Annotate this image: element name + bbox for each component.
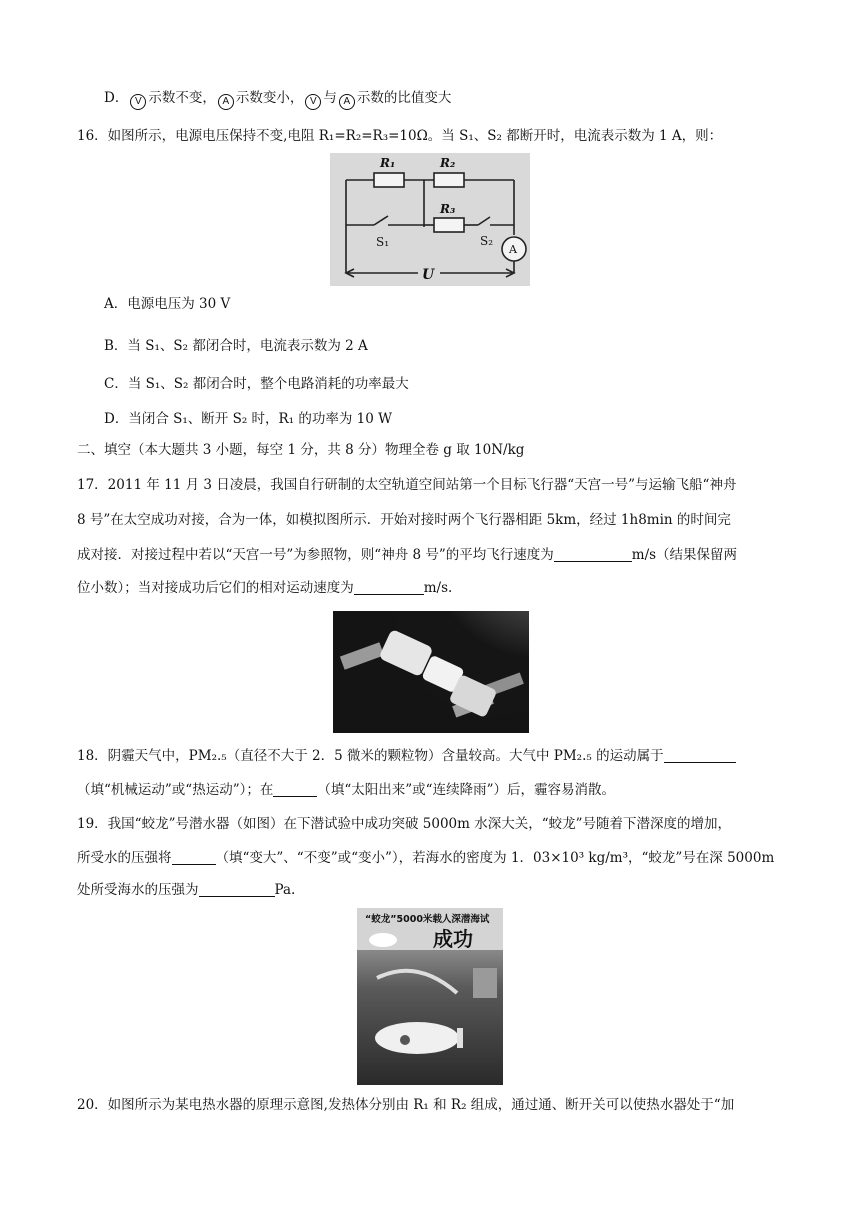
q18-line-2 [77,780,615,800]
voltmeter-icon: V [305,94,321,110]
option-text: 示数的比值变大 [356,90,452,106]
q19-line-2 [77,848,774,868]
q18-text: （填“机械运动”或“热运动”）；在 [77,782,274,798]
option-prefix: D． [104,90,129,106]
q19-text: Pa. [274,882,296,898]
section-heading: 二、填空（本大题共 3 小题，每空 1 分，共 8 分）物理全卷 g 取 10N/kg [77,442,525,458]
q18-text: 18．阴霾天气中，PM₂.₅（直径不大于 2．5 微米的颗粒物）含量较高。大气中 PM₂.₅ 的运动属于 [77,748,664,764]
q19-text: （填“变大”、“不变”或“变小”），若海水的密度为 1．03×10³ kg/m³，“蛟龙”号在深 5000m [215,850,775,866]
q19-text: 所受水的压强将 [77,850,172,866]
ammeter-icon: A [339,94,355,110]
q20-line-1: 20．如图所示为某电热水器的原理示意图,发热体分别由 R₁ 和 R₂ 组成，通过通、断开关可以使热水器处于“加 [77,1097,735,1113]
circuit-diagram [330,153,530,286]
q17-line-2: 8 号”在太空成功对接，合为一体，如模拟图所示．开始对接时两个飞行器相距 5km，经过 1h8min 的时间完 [77,512,731,528]
label-u: U [422,267,435,283]
q18-text: （填“太阳出来”或“连续降雨”）后，霾容易消散。 [317,782,615,798]
q17-text: 成对接．对接过程中若以“天宫一号”为参照物，则“神舟 8 号”的平均飞行速度为 [77,547,554,563]
q17-line-3 [77,545,737,565]
label-r3: R₃ [440,202,456,216]
jiaolong-poster [357,908,503,1085]
q19-text: 处所受海水的压强为 [77,882,199,898]
q16-option-a: A．电源电压为 30 V [104,296,231,312]
answer-blank[interactable] [199,882,275,897]
q17-text: m/s. [423,580,453,596]
q17-line-1: 17．2011 年 11 月 3 日凌晨，我国自行研制的太空轨道空间站第一个目标飞行器“天宫一号”与运输飞船“神舟 [77,477,737,493]
q15-option-d [104,88,451,110]
poster-title: “蛟龙”5000米载人深潜海试 [365,914,490,925]
q16-option-b: B．当 S₁、S₂ 都闭合时，电流表示数为 2 A [104,338,368,354]
ammeter-icon: A [218,94,234,110]
answer-blank[interactable] [273,782,317,797]
docking-image [333,611,529,733]
option-text: 与 [323,90,337,106]
q17-text: 位小数）；当对接成功后它们的相对运动速度为 [77,580,354,596]
label-r1: R₁ [380,156,396,170]
q19-line-1: 19．我国“蛟龙”号潜水器（如图）在下潜试验中成功突破 5000m 水深大关，“蛟龙”号随着下潜深度的增加， [77,816,732,832]
poster-headline: 成功 [433,927,473,951]
q16-option-c: C．当 S₁、S₂ 都闭合时，整个电路消耗的功率最大 [104,376,409,392]
option-text: 示数不变， [148,90,216,106]
answer-blank[interactable] [664,748,736,763]
label-r2: R₂ [440,156,456,170]
ammeter-label: A [509,243,517,256]
q17-text: m/s（结果保留两 [631,547,738,563]
answer-blank[interactable] [554,547,632,562]
label-s2: S₂ [480,234,494,248]
q16-stem: 16．如图所示，电源电压保持不变,电阻 R₁=R₂=R₃=10Ω。当 S₁、S₂ 都断开时，电流表示数为 1 A，则： [77,128,723,144]
answer-blank[interactable] [354,580,424,595]
q16-option-d: D．当闭合 S₁、断开 S₂ 时，R₁ 的功率为 10 W [104,411,393,427]
voltmeter-icon: V [130,94,146,110]
q19-line-3 [77,880,295,900]
q17-line-4 [77,578,452,598]
q18-line-1 [77,746,736,766]
label-s1: S₁ [376,235,390,249]
option-text: 示数变小， [235,90,304,106]
answer-blank[interactable] [172,850,216,865]
